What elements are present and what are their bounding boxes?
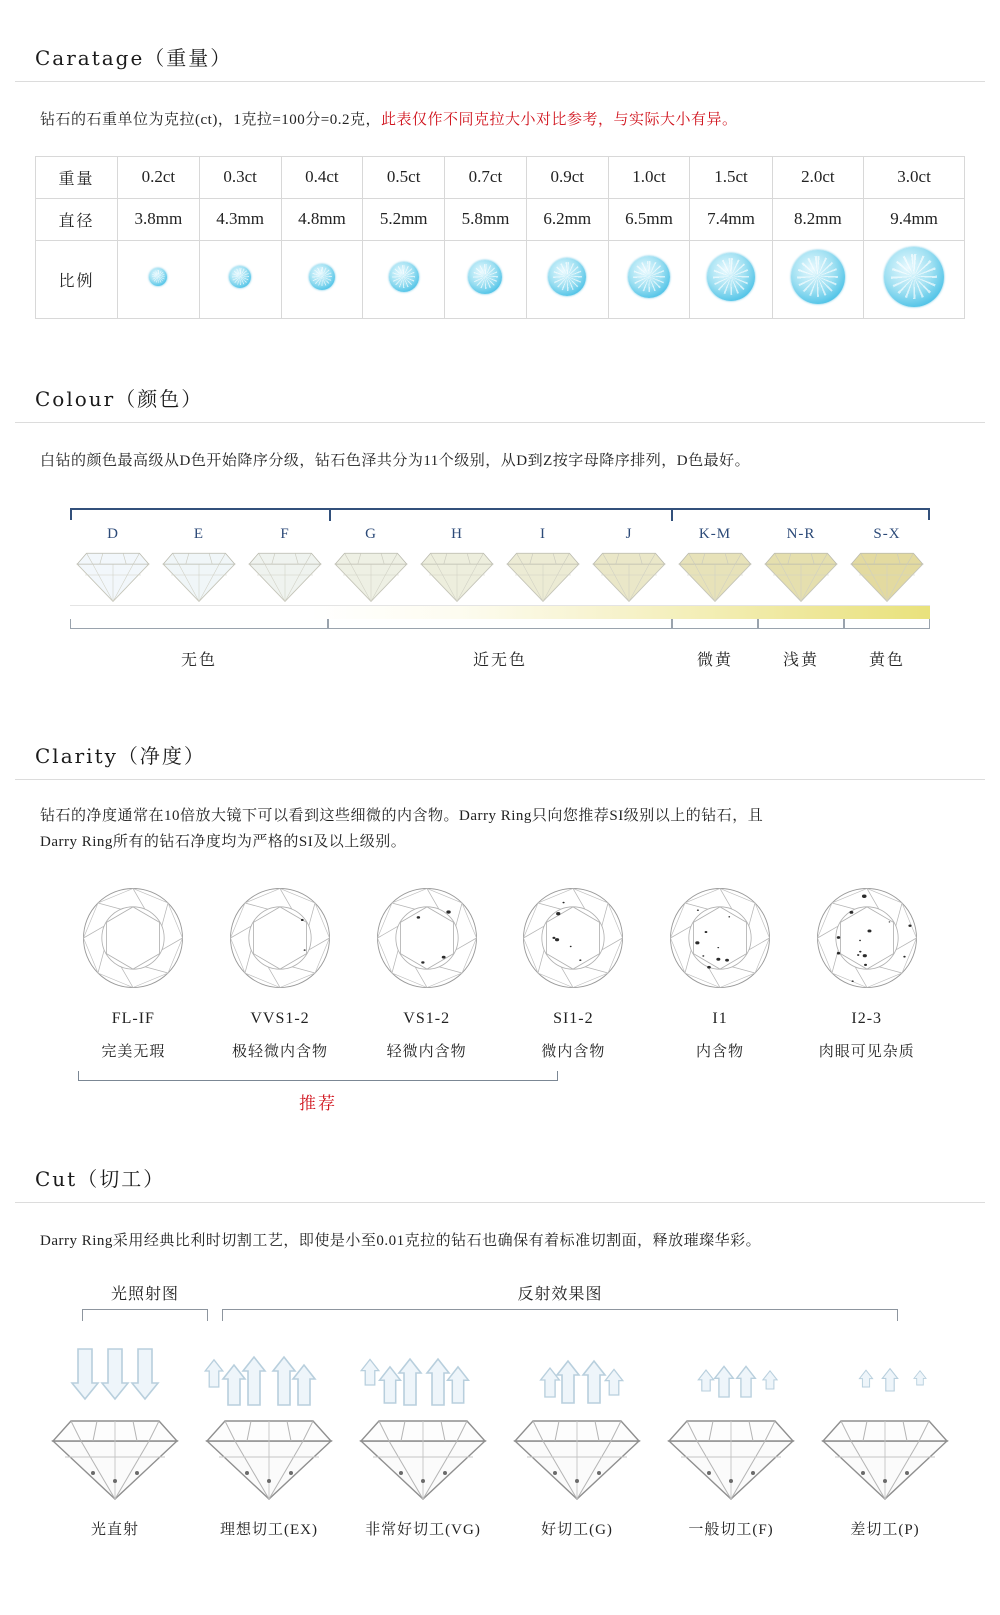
group-bracket xyxy=(672,619,758,629)
diamond-side-icon xyxy=(332,547,410,603)
diamond-side-icon xyxy=(848,547,926,603)
cut-label: 理想切工(EX) xyxy=(220,1521,318,1538)
cut-diamond-icon xyxy=(199,1411,339,1503)
clarity-desc-label: 内含物 xyxy=(696,1044,745,1060)
colour-grade-label: S-X xyxy=(873,526,901,542)
colour-intro: 白钻的颜色最高级从D色开始降序分级，钻石色泽共分为11个级别，从D到Z按字母降序排列，D色最好。 xyxy=(40,452,751,469)
section-cut xyxy=(0,1137,1000,1539)
weight-cell: 0.9ct xyxy=(526,156,608,198)
diamond-icon xyxy=(468,260,502,294)
colour-grade-G xyxy=(328,520,414,603)
diameter-cell: 8.2mm xyxy=(772,198,864,240)
cut-arrows xyxy=(40,1345,190,1411)
diamond-icon xyxy=(229,266,251,288)
colour-gradient-bar xyxy=(70,605,930,619)
diamond-icon xyxy=(884,247,944,307)
diamond-icon xyxy=(149,268,167,286)
colour-title: Colour（颜色） xyxy=(15,383,985,423)
colour-group xyxy=(70,619,328,670)
group-label: 无色 xyxy=(180,652,217,669)
light-arrows-icon xyxy=(502,1345,652,1411)
cut-item xyxy=(40,1345,190,1539)
clarity-intro-line1: 钻石的净度通常在10倍放大镜下可以看到这些细微的内含物。Darry Ring只向您推荐SI级别以上的钻石，且 xyxy=(40,808,764,824)
cut-bracket-left-title: 光照射图 xyxy=(110,1285,179,1303)
group-label: 近无色 xyxy=(472,652,527,669)
clarity-diagram-icon xyxy=(372,883,482,993)
cut-item xyxy=(348,1345,498,1539)
table-row-diameter xyxy=(36,198,965,240)
row-label-ratio: 比例 xyxy=(36,240,118,318)
diameter-cell: 5.8mm xyxy=(445,198,527,240)
gem-cell xyxy=(690,240,772,318)
weight-cell: 0.4ct xyxy=(281,156,363,198)
clarity-item-i2-3 xyxy=(793,883,940,1061)
colour-grade-label: D xyxy=(107,526,119,542)
clarity-intro xyxy=(0,780,1000,855)
light-arrows-icon xyxy=(194,1345,344,1411)
diamond-side-icon xyxy=(504,547,582,603)
clarity-item-vvs1-2 xyxy=(207,883,354,1061)
colour-grade-H xyxy=(414,520,500,603)
colour-group xyxy=(758,619,844,670)
colour-grade-label: N-R xyxy=(786,526,816,542)
cut-label: 非常好切工(VG) xyxy=(365,1521,481,1538)
caratage-intro-red: 此表仅作不同克拉大小对比参考，与实际大小有异。 xyxy=(381,112,738,128)
light-arrows-icon xyxy=(656,1345,806,1411)
clarity-grade-label: SI1-2 xyxy=(553,1010,594,1027)
colour-grade-F xyxy=(242,520,328,603)
diameter-cell: 3.8mm xyxy=(118,198,200,240)
cut-diamond-icon xyxy=(45,1411,185,1503)
clarity-diagram-icon xyxy=(518,883,628,993)
diamond-icon xyxy=(707,253,755,301)
cut-item xyxy=(810,1345,960,1539)
clarity-grade-label: I2-3 xyxy=(851,1010,883,1027)
diameter-cell: 7.4mm xyxy=(690,198,772,240)
gem-cell xyxy=(864,240,965,318)
diameter-cell: 5.2mm xyxy=(363,198,445,240)
colour-group xyxy=(328,619,672,670)
clarity-desc-label: 微内含物 xyxy=(541,1044,606,1060)
diameter-cell: 4.8mm xyxy=(281,198,363,240)
cut-arrows xyxy=(502,1345,652,1411)
diamond-side-icon xyxy=(246,547,324,603)
gem-cell xyxy=(363,240,445,318)
diameter-cell: 6.5mm xyxy=(608,198,690,240)
colour-bracket-divider xyxy=(671,510,673,521)
light-arrows-icon xyxy=(40,1345,190,1411)
colour-grade-label: H xyxy=(451,526,463,542)
clarity-title: Clarity（净度） xyxy=(15,740,985,780)
section-colour xyxy=(0,327,1000,671)
cut-label: 好切工(G) xyxy=(541,1521,613,1538)
cut-arrows xyxy=(656,1345,806,1411)
clarity-intro-line2: Darry Ring所有的钻石净度均为严格的SI及以上级别。 xyxy=(40,833,407,850)
diamond-icon xyxy=(548,258,586,296)
row-label-diameter: 直径 xyxy=(36,198,118,240)
clarity-diagram-icon xyxy=(812,883,922,993)
cut-item xyxy=(194,1345,344,1539)
group-label: 微黄 xyxy=(696,652,733,669)
cut-arrows xyxy=(810,1345,960,1411)
colour-grade-I xyxy=(500,520,586,603)
colour-top-bracket xyxy=(70,508,930,520)
cut-intro: Darry Ring采用经典比利时切割工艺，即使是小至0.01克拉的钻石也确保有着标准切割面，释放璀璨华彩。 xyxy=(40,1233,762,1249)
light-arrows-icon xyxy=(348,1345,498,1411)
section-clarity xyxy=(0,678,1000,1129)
weight-cell: 1.0ct xyxy=(608,156,690,198)
clarity-grade-label: I1 xyxy=(712,1010,728,1027)
cut-arrows xyxy=(194,1345,344,1411)
recommend-bracket xyxy=(78,1071,558,1081)
weight-cell: 0.3ct xyxy=(199,156,281,198)
group-label: 黄色 xyxy=(868,652,905,669)
colour-group xyxy=(672,619,758,670)
cut-items xyxy=(40,1345,960,1539)
colour-grade-label: G xyxy=(365,526,377,542)
caratage-table xyxy=(35,156,965,319)
cut-diamond-icon xyxy=(507,1411,647,1503)
diameter-cell: 6.2mm xyxy=(526,198,608,240)
cut-title: Cut（切工） xyxy=(15,1163,985,1203)
clarity-desc-label: 肉眼可见杂质 xyxy=(818,1044,915,1060)
cut-label: 光直射 xyxy=(90,1521,139,1538)
row-label-weight: 重量 xyxy=(36,156,118,198)
cut-bracket-group xyxy=(60,1281,940,1339)
weight-cell: 0.5ct xyxy=(363,156,445,198)
gem-cell xyxy=(199,240,281,318)
group-bracket xyxy=(70,619,328,629)
cut-item xyxy=(502,1345,652,1539)
colour-grade-S-X xyxy=(844,520,930,603)
gem-cell xyxy=(526,240,608,318)
weight-cell: 3.0ct xyxy=(864,156,965,198)
group-label: 浅黄 xyxy=(782,652,819,669)
colour-bracket-divider xyxy=(329,510,331,521)
light-arrows-icon xyxy=(810,1345,960,1411)
diamond-side-icon xyxy=(74,547,152,603)
clarity-desc-label: 轻微内含物 xyxy=(386,1044,467,1060)
diamond-icon xyxy=(389,262,419,292)
recommend-label: 推荐 xyxy=(299,1094,337,1113)
cut-diamond-icon xyxy=(353,1411,493,1503)
colour-group xyxy=(844,619,930,670)
clarity-desc-label: 极轻微内含物 xyxy=(232,1044,329,1060)
clarity-items xyxy=(60,883,940,1061)
clarity-grade-label: VVS1-2 xyxy=(250,1010,310,1027)
cut-label: 一般切工(F) xyxy=(688,1521,774,1538)
clarity-grade-label: VS1-2 xyxy=(403,1010,451,1027)
diamond-side-icon xyxy=(160,547,238,603)
diamond-side-icon xyxy=(418,547,496,603)
colour-grade-label: J xyxy=(625,526,633,542)
group-bracket xyxy=(844,619,930,629)
gem-cell xyxy=(772,240,864,318)
weight-cell: 1.5ct xyxy=(690,156,772,198)
table-row-weight xyxy=(36,156,965,198)
gem-cell xyxy=(608,240,690,318)
colour-grade-label: F xyxy=(280,526,290,542)
colour-grade-E xyxy=(156,520,242,603)
cut-bracket-right-title: 反射效果图 xyxy=(517,1285,603,1303)
colour-group-labels xyxy=(70,619,930,670)
colour-grade-label: I xyxy=(540,526,546,542)
diameter-cell: 4.3mm xyxy=(199,198,281,240)
clarity-item-si1-2 xyxy=(500,883,647,1061)
caratage-intro xyxy=(0,82,1000,134)
clarity-grade-label: FL-IF xyxy=(111,1010,155,1027)
colour-grade-J xyxy=(586,520,672,603)
weight-cell: 0.2ct xyxy=(118,156,200,198)
clarity-item-fl-if xyxy=(60,883,207,1061)
weight-cell: 0.7ct xyxy=(445,156,527,198)
group-bracket xyxy=(328,619,672,629)
gem-cell xyxy=(118,240,200,318)
clarity-diagram-icon xyxy=(78,883,188,993)
weight-cell: 2.0ct xyxy=(772,156,864,198)
caratage-title: Caratage（重量） xyxy=(15,42,985,82)
cut-label: 差切工(P) xyxy=(850,1521,920,1538)
colour-scale xyxy=(70,508,930,670)
colour-grade-K-M xyxy=(672,520,758,603)
cut-bracket-left-line xyxy=(82,1309,208,1321)
diamond-icon xyxy=(309,264,335,290)
diamond-icon xyxy=(628,256,670,298)
section-caratage xyxy=(0,0,1000,319)
clarity-item-vs1-2 xyxy=(353,883,500,1061)
diamond-side-icon xyxy=(762,547,840,603)
gem-cell xyxy=(281,240,363,318)
clarity-recommend xyxy=(60,1071,940,1129)
group-bracket xyxy=(758,619,844,629)
colour-grade-N-R xyxy=(758,520,844,603)
cut-arrows xyxy=(348,1345,498,1411)
colour-grade-D xyxy=(70,520,156,603)
cut-diamond-icon xyxy=(815,1411,955,1503)
colour-grade-label: K-M xyxy=(698,526,732,542)
colour-grade-label: E xyxy=(193,526,205,542)
clarity-diagram-icon xyxy=(665,883,775,993)
cut-bracket-right-line xyxy=(222,1309,898,1321)
clarity-item-i1 xyxy=(647,883,794,1061)
diamond-side-icon xyxy=(676,547,754,603)
diamond-side-icon xyxy=(590,547,668,603)
caratage-intro-plain: 钻石的石重单位为克拉(ct)，1克拉=100分=0.2克， xyxy=(40,112,381,128)
table-row-ratio xyxy=(36,240,965,318)
gem-cell xyxy=(445,240,527,318)
diamond-icon xyxy=(791,250,845,304)
clarity-desc-label: 完美无瑕 xyxy=(101,1044,166,1060)
cut-item xyxy=(656,1345,806,1539)
colour-grade-columns xyxy=(70,520,930,603)
clarity-diagram-icon xyxy=(225,883,335,993)
diameter-cell: 9.4mm xyxy=(864,198,965,240)
cut-diamond-icon xyxy=(661,1411,801,1503)
